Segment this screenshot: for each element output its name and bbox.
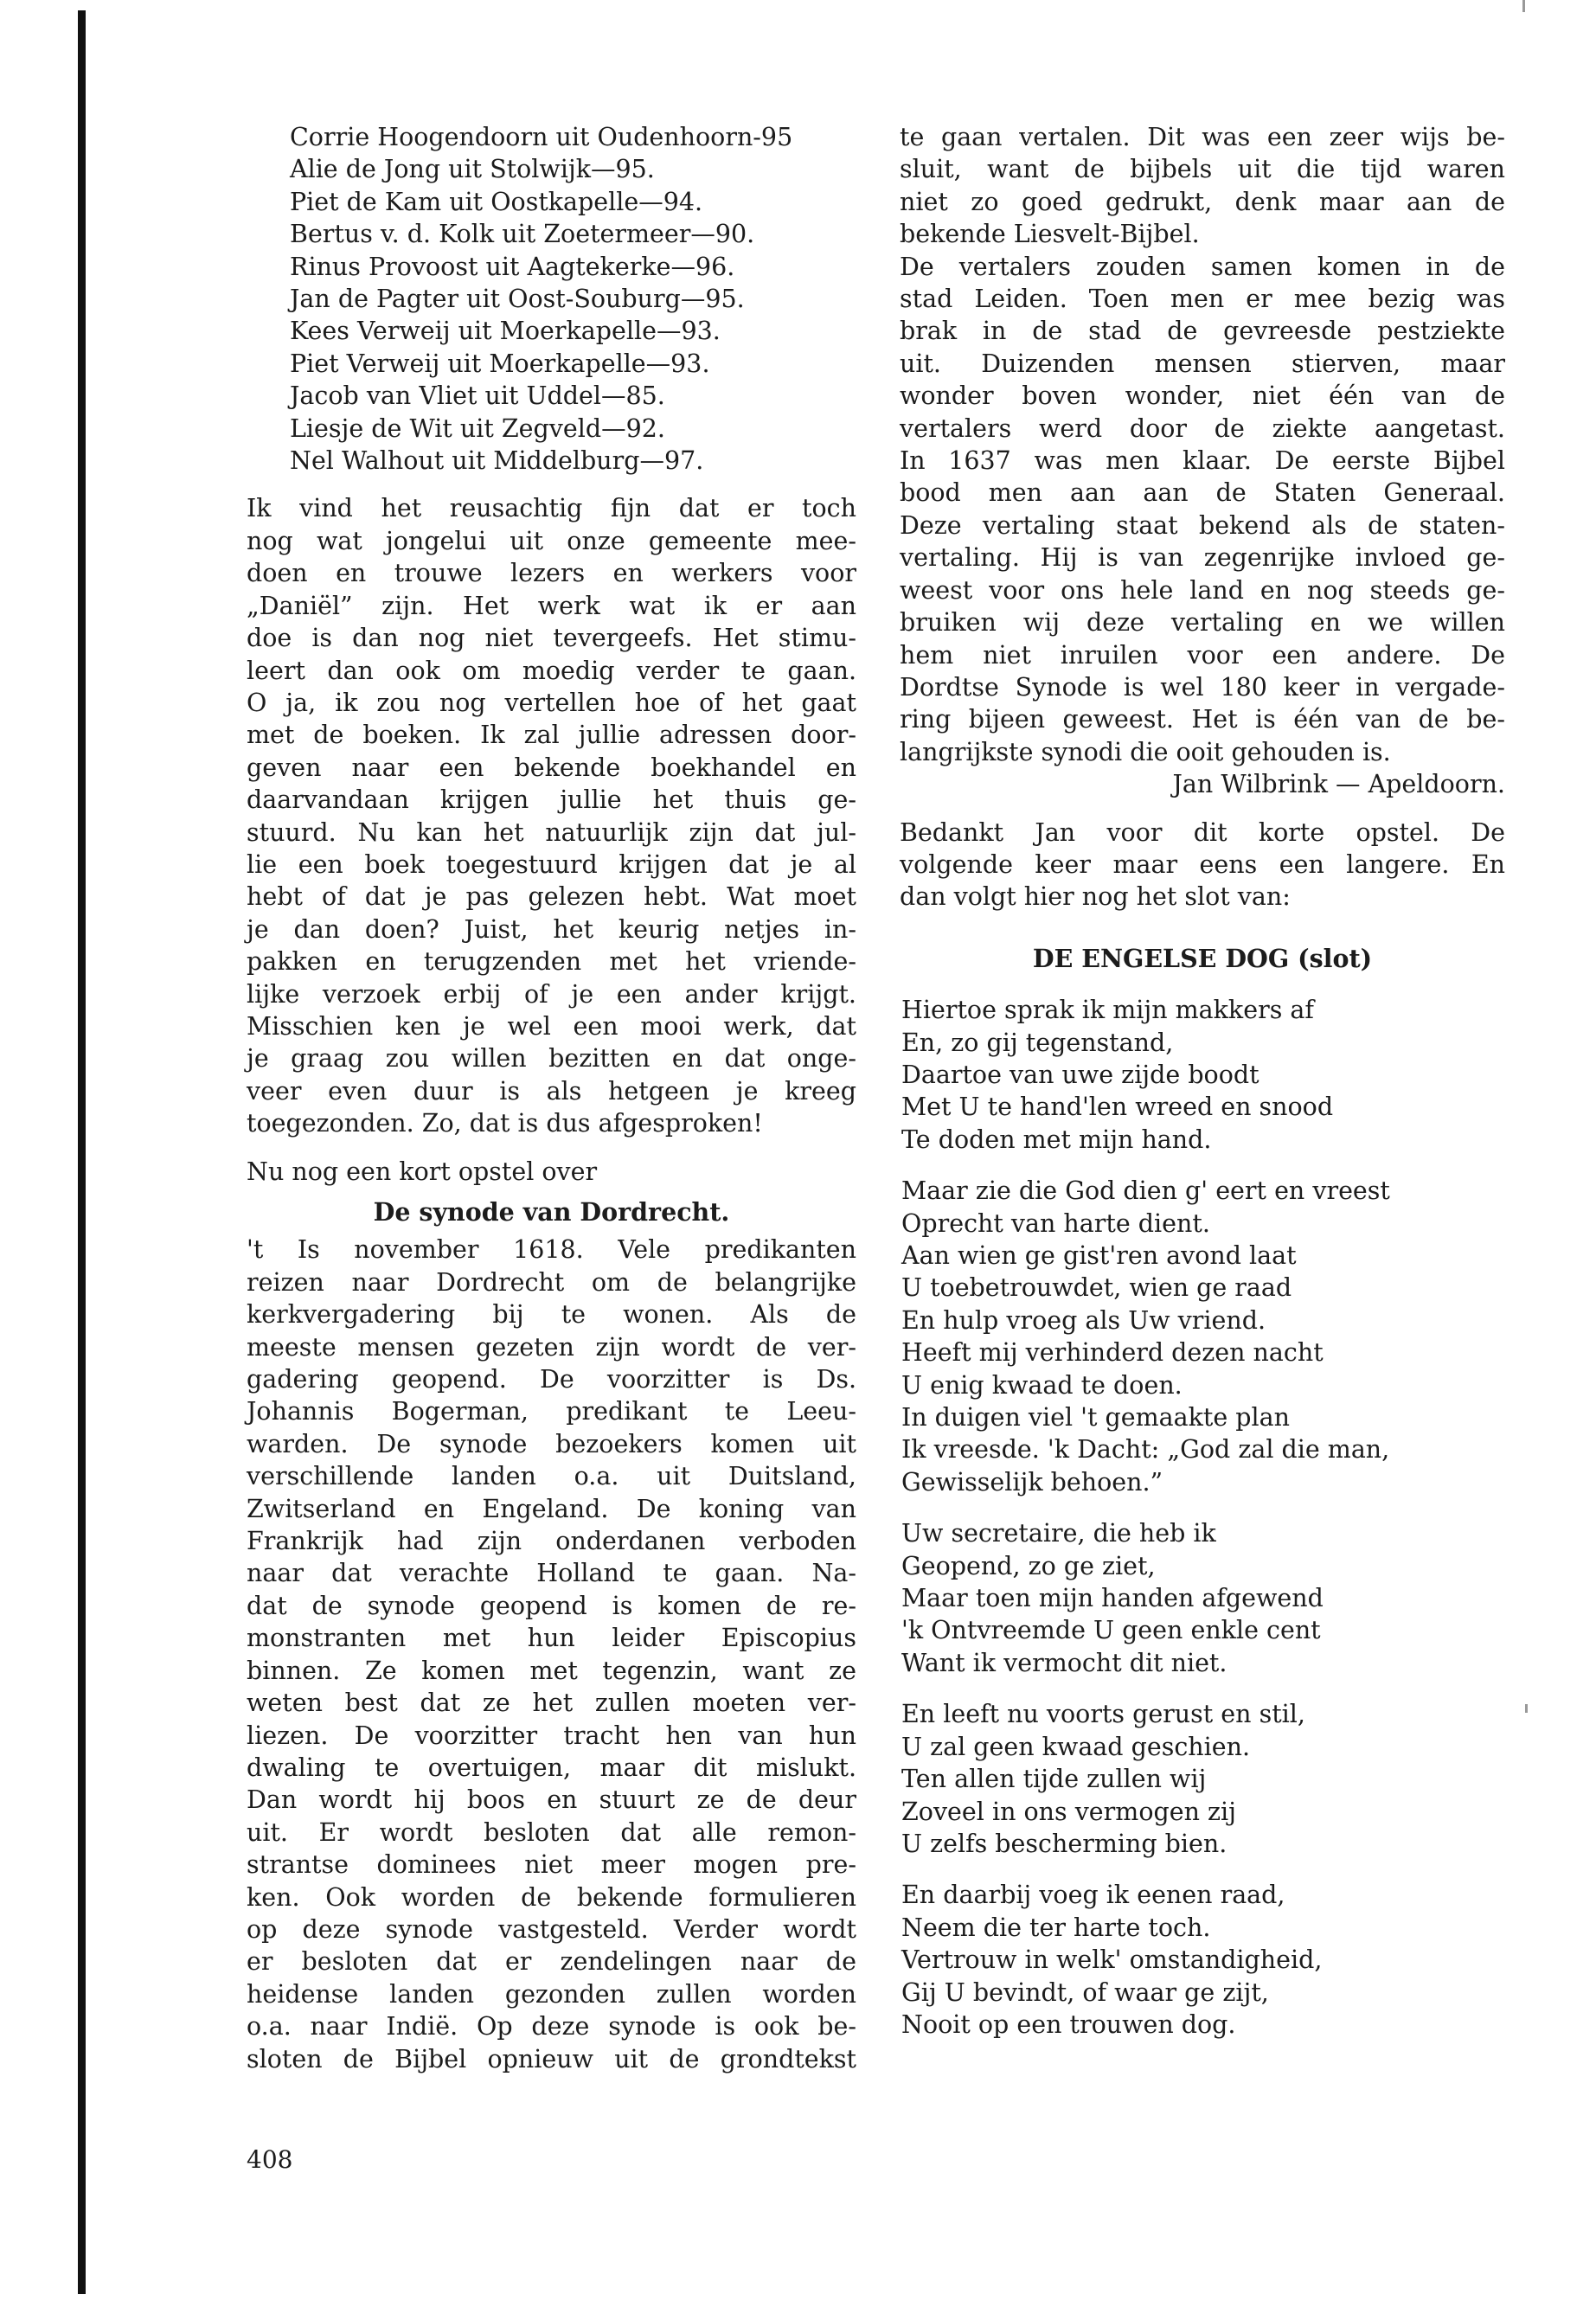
text-line: veer even duur is als hetgeen je kreeg xyxy=(247,1076,856,1106)
text-line: pakken en terugzenden met het vriende- xyxy=(247,947,856,977)
text-line: hebt of dat je pas gelezen hebt. Wat moet xyxy=(247,882,856,912)
poem-line: Heeft mij verhinderd dezen nacht xyxy=(901,1338,1324,1368)
text-line: Ik vind het reusachtig fijn dat er toch xyxy=(247,494,856,523)
text-line: strantse dominees niet meer mogen pre- xyxy=(247,1850,856,1880)
poem-line: Maar toen mijn handen afgewend xyxy=(901,1584,1324,1613)
text-line: In 1637 was men klaar. De eerste Bijbel xyxy=(900,446,1505,476)
list-item: Jacob van Vliet uit Uddel—85. xyxy=(290,381,665,411)
text-line: lijke verzoek erbij of je een ander krijgt. xyxy=(247,979,856,1009)
text-line: te gaan vertalen. Dit was een zeer wijs be- xyxy=(900,123,1505,151)
poem-line: Zoveel in ons vermogen zij xyxy=(901,1797,1236,1826)
text-line: geven naar een bekende boekhandel en xyxy=(247,753,856,782)
poem-line: U enig kwaad te doen. xyxy=(901,1370,1183,1400)
poem-stanza xyxy=(900,1175,1505,1498)
text-line: je dan doen? Juist, het keurig netjes in- xyxy=(247,914,856,944)
text-line: weest voor ons hele land en nog steeds ge- xyxy=(900,575,1505,605)
poem-title: DE ENGELSE DOG (slot) xyxy=(1032,943,1373,973)
poem-line: Daartoe van uwe zijde boodt xyxy=(901,1060,1259,1089)
text-line: Dan wordt hij boos en stuurt ze de deur xyxy=(247,1785,856,1815)
text-line: Bedankt Jan voor dit korte opstel. De xyxy=(900,817,1505,847)
text-line: verschillende landen o.a. uit Duitsland, xyxy=(247,1462,856,1491)
text-line: o.a. naar Indië. Op deze synode is ook be- xyxy=(247,2012,856,2041)
text-line: reizen naar Dordrecht om de belangrijke xyxy=(247,1267,856,1297)
text-line: doen en trouwe lezers en werkers voor xyxy=(247,559,856,588)
text-line: kerkvergadering bij te wonen. Als de xyxy=(247,1300,856,1330)
participant-list xyxy=(247,121,856,477)
text-line: dat de synode geopend is komen de re- xyxy=(247,1591,856,1620)
poem-line: Neem die ter harte toch. xyxy=(901,1913,1211,1942)
list-item: Alie de Jong uit Stolwijk—95. xyxy=(290,155,655,184)
list-item: Piet Verweij uit Moerkapelle—93. xyxy=(290,349,710,378)
text-line: Johannis Bogerman, predikant te Leeu- xyxy=(247,1397,856,1426)
text-line: binnen. Ze komen met tegenzin, want ze xyxy=(247,1656,856,1685)
poem-line: Hiertoe sprak ik mijn makkers af xyxy=(901,996,1314,1025)
paragraph-editor-note xyxy=(247,492,856,1139)
list-item: Bertus v. d. Kolk uit Zoetermeer—90. xyxy=(290,220,755,249)
paragraph-thanks xyxy=(900,817,1505,913)
text-line: meeste mensen gezeten zijn wordt de ver- xyxy=(247,1332,856,1362)
section-heading: De synode van Dordrecht. xyxy=(373,1197,730,1227)
list-item: Jan de Pagter uit Oost-Souburg—95. xyxy=(290,285,745,314)
scan-edge-rule xyxy=(78,10,86,2294)
scan-speck xyxy=(1522,0,1525,12)
text-line: hem niet inruilen voor een andere. De xyxy=(900,640,1505,670)
text-line: op deze synode vastgesteld. Verder wordt xyxy=(247,1914,856,1944)
poem-stanza xyxy=(900,994,1505,1156)
poem-line: Oprecht van harte dient. xyxy=(901,1208,1210,1238)
page-number: 408 xyxy=(247,2145,293,2174)
text-line: Misschien ken je wel een mooi werk, dat xyxy=(247,1011,856,1041)
poem-line: U toebetrouwdet, wien ge raad xyxy=(901,1273,1292,1303)
left-column xyxy=(247,121,856,2075)
paragraph-synode xyxy=(247,1234,856,2075)
poem-line: Vertrouw in welk' omstandigheid, xyxy=(901,1945,1323,1975)
author-signature: Jan Wilbrink — Apeldoorn. xyxy=(1172,770,1505,799)
list-item: Kees Verweij uit Moerkapelle—93. xyxy=(290,317,721,346)
text-line: niet zo goed gedrukt, denk maar aan de xyxy=(900,187,1505,216)
poem-line: Uw secretaire, die heb ik xyxy=(901,1519,1216,1548)
list-item: Corrie Hoogendoorn uit Oudenhoorn-95 xyxy=(290,123,793,151)
text-line: „Daniël” zijn. Het werk wat ik er aan xyxy=(247,591,856,620)
poem-line: Geopend, zo ge ziet, xyxy=(901,1551,1156,1580)
list-item: Liesje de Wit uit Zegveld—92. xyxy=(290,413,665,443)
list-item: Rinus Provoost uit Aagtekerke—96. xyxy=(290,252,735,281)
text-line: leert dan ook om moedig verder te gaan. xyxy=(247,656,856,685)
text-line: volgende keer maar eens een langere. En xyxy=(900,849,1505,879)
text-line: sluit, want de bijbels uit die tijd waren xyxy=(900,155,1505,184)
text-line: daarvandaan krijgen jullie het thuis ge- xyxy=(247,785,856,815)
poem-line: En, zo gij tegenstand, xyxy=(901,1028,1174,1057)
text-line: toegezonden. Zo, dat is dus afgesproken! xyxy=(247,1109,763,1138)
text-line: vertaling. Hij is van zegenrijke invloed ge- xyxy=(900,543,1505,573)
text-line: nog wat jongelui uit onze gemeente mee- xyxy=(247,526,856,555)
poem-line: Maar zie die God dien g' eert en vreest xyxy=(901,1176,1390,1206)
text-line: uit. Duizenden mensen stierven, maar xyxy=(900,349,1505,378)
paragraph-translation xyxy=(900,251,1505,769)
text-line: met de boeken. Ik zal jullie adressen door- xyxy=(247,721,856,750)
poem-line: Ik vreesde. 'k Dacht: „God zal die man, xyxy=(901,1435,1390,1465)
intro-line: Nu nog een kort opstel over xyxy=(247,1157,598,1186)
poem-line: En hulp vroeg als Uw vriend. xyxy=(901,1305,1266,1335)
text-line: De vertalers zouden samen komen in de xyxy=(900,252,1505,281)
paragraph-continuation xyxy=(900,121,1505,251)
poem-line: Met U te hand'len wreed en snood xyxy=(901,1093,1334,1122)
text-line: lie een boek toegestuurd krijgen dat je al xyxy=(247,849,856,879)
text-line: gadering geopend. De voorzitter is Ds. xyxy=(247,1365,856,1394)
text-line: je graag zou willen bezitten en dat onge- xyxy=(247,1044,856,1074)
poem xyxy=(900,994,1505,2041)
text-line: doe is dan nog niet tevergeefs. Het stimu- xyxy=(247,624,856,653)
text-line: bruiken wij deze vertaling en we willen xyxy=(900,608,1505,638)
poem-line: Gij U bevindt, of waar ge zijt, xyxy=(901,1977,1269,2007)
poem-line: Nooit op een trouwen dog. xyxy=(901,2009,1236,2039)
poem-line: U zal geen kwaad geschien. xyxy=(901,1732,1251,1761)
text-line: Deze vertaling staat bekend als de staten- xyxy=(900,510,1505,540)
text-line: naar dat verachte Holland te gaan. Na- xyxy=(247,1559,856,1588)
text-line: bekende Liesvelt-Bijbel. xyxy=(900,220,1200,249)
text-line: heidense landen gezonden zullen worden xyxy=(247,1979,856,2009)
scan-speck xyxy=(1525,1704,1528,1713)
poem-line: En daarbij voeg ik eenen raad, xyxy=(901,1881,1285,1910)
poem-stanza xyxy=(900,1517,1505,1679)
text-line: Zwitserland en Engeland. De koning van xyxy=(247,1494,856,1523)
poem-line: Gewisselijk behoen.” xyxy=(901,1467,1163,1497)
right-column xyxy=(900,121,1505,2041)
text-line: 't Is november 1618. Vele predikanten xyxy=(247,1235,856,1265)
text-line: warden. De synode bezoekers komen uit xyxy=(247,1429,856,1458)
poem-line: 'k Ontvreemde U geen enkle cent xyxy=(901,1616,1321,1645)
text-line: vertalers werd door de ziekte aangetast. xyxy=(900,413,1505,443)
list-item: Nel Walhout uit Middelburg—97. xyxy=(290,446,704,476)
text-line: dwaling te overtuigen, maar dit mislukt. xyxy=(247,1753,856,1782)
text-line: stuurd. Nu kan het natuurlijk zijn dat jul- xyxy=(247,817,856,847)
poem-stanza xyxy=(900,1698,1505,1860)
text-line: dan volgt hier nog het slot van: xyxy=(900,882,1291,912)
text-line: weten best dat ze het zullen moeten ver- xyxy=(247,1689,856,1718)
text-line: monstranten met hun leider Episcopius xyxy=(247,1624,856,1653)
text-line: langrijkste synodi die ooit gehouden is. xyxy=(900,737,1391,766)
text-line: O ja, ik zou nog vertellen hoe of het gaat xyxy=(247,688,856,717)
text-line: bood men aan aan de Staten Generaal. xyxy=(900,478,1505,508)
text-line: Frankrijk had zijn onderdanen verboden xyxy=(247,1527,856,1556)
list-item: Piet de Kam uit Oostkapelle—94. xyxy=(290,187,703,216)
text-line: ken. Ook worden de bekende formulieren xyxy=(247,1882,856,1912)
text-line: uit. Er wordt besloten dat alle remon- xyxy=(247,1817,856,1847)
text-line: wonder boven wonder, niet één van de xyxy=(900,381,1505,411)
text-line: stad Leiden. Toen men er mee bezig was xyxy=(900,285,1505,314)
poem-stanza xyxy=(900,1879,1505,2041)
text-line: er besloten dat er zendelingen naar de xyxy=(247,1947,856,1977)
poem-line: Want ik vermocht dit niet. xyxy=(901,1648,1227,1677)
poem-line: Aan wien ge gist'ren avond laat xyxy=(901,1241,1297,1270)
poem-line: Ten allen tijde zullen wij xyxy=(901,1765,1207,1794)
poem-line: U zelfs bescherming bien. xyxy=(901,1829,1227,1858)
poem-line: En leeft nu voorts gerust en stil, xyxy=(901,1700,1305,1729)
poem-line: Te doden met mijn hand. xyxy=(901,1125,1212,1154)
text-line: Dordtse Synode is wel 180 keer in vergade- xyxy=(900,672,1505,702)
text-line: ring bijeen geweest. Het is één van de be- xyxy=(900,705,1505,734)
poem-line: In duigen viel 't gemaakte plan xyxy=(901,1403,1290,1433)
text-line: sloten de Bijbel opnieuw uit de grondtekst xyxy=(247,2044,856,2073)
text-line: liezen. De voorzitter tracht hen van hun xyxy=(247,1721,856,1750)
text-line: brak in de stad de gevreesde pestziekte xyxy=(900,317,1505,346)
